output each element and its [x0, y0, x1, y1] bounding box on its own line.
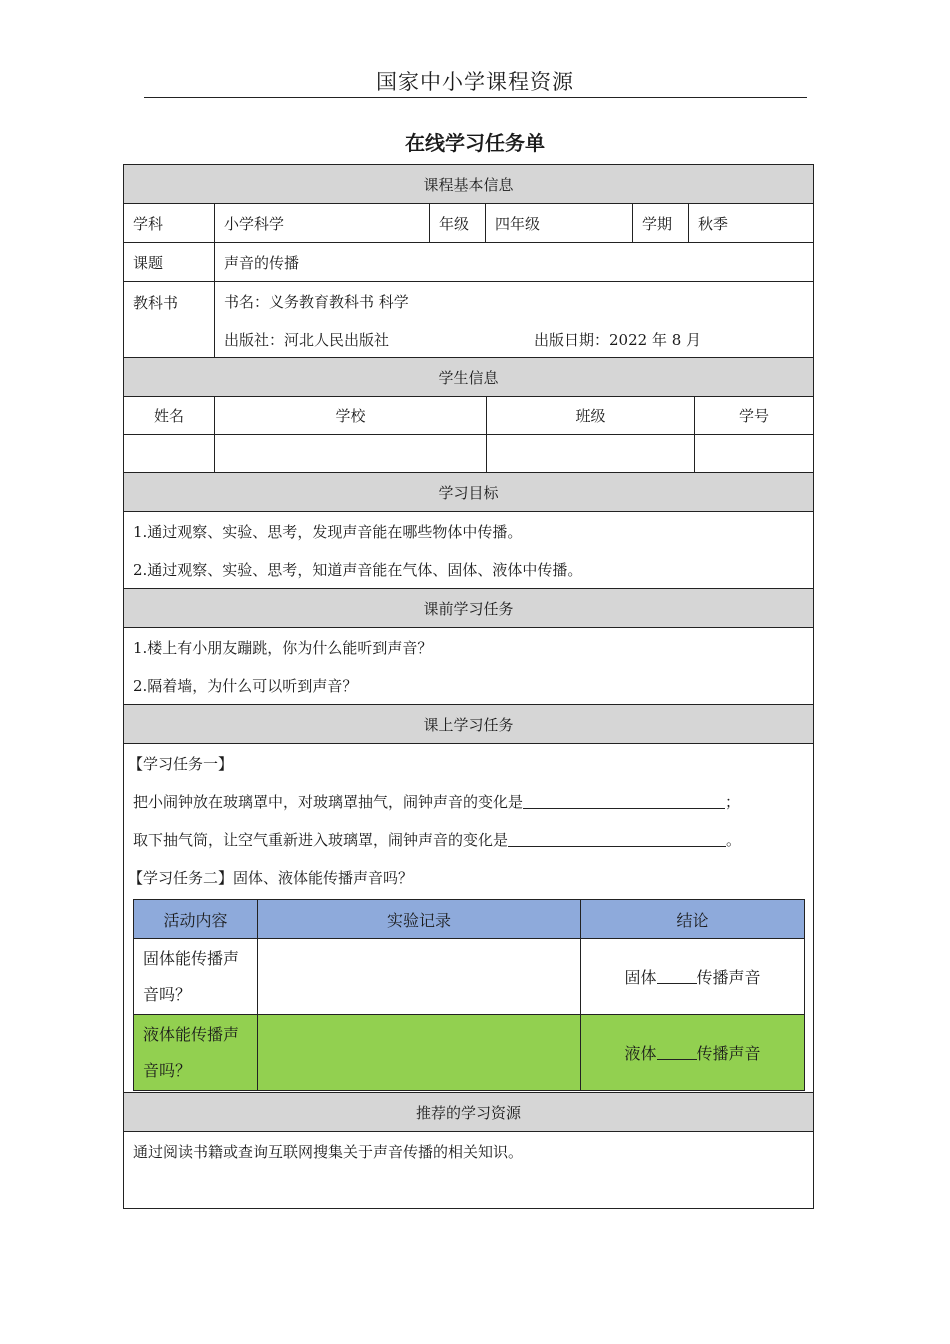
- conclusion-pre: 固体: [624, 968, 657, 987]
- subject-value: 小学科学: [215, 204, 430, 242]
- pre-tasks-content: [124, 628, 813, 705]
- task1-question2: [124, 820, 813, 858]
- activity-text: 音吗？: [143, 984, 192, 1004]
- conclusion-blank[interactable]: [657, 1045, 697, 1060]
- goal-item: 2.通过观察、实验、思考，知道声音能在气体、固体、液体中传播。: [133, 560, 583, 579]
- activity-text: 液体能传播声: [143, 1024, 240, 1044]
- task1-q1-text: 把小闹钟放在玻璃罩中，对玻璃罩抽气，闹钟声音的变化是: [133, 792, 524, 811]
- student-header-row: [124, 397, 813, 435]
- header-divider: [144, 97, 807, 98]
- experiment-row-liquid: [134, 1015, 804, 1090]
- header-record: 实验记录: [258, 900, 581, 938]
- task1-question1: [124, 782, 813, 820]
- conclusion-solid: [581, 939, 804, 1014]
- col-class: 班级: [487, 397, 695, 434]
- col-school: 学校: [215, 397, 487, 434]
- answer-blank[interactable]: [508, 832, 726, 847]
- topic-row: [124, 243, 813, 282]
- page-header: 国家中小学课程资源: [376, 70, 574, 94]
- record-solid-cell[interactable]: [258, 939, 581, 1014]
- task1-q2-text: 取下抽气筒，让空气重新进入玻璃罩，闹钟声音的变化是: [133, 830, 509, 849]
- activity-liquid: [134, 1015, 258, 1090]
- experiment-header-row: [134, 900, 804, 939]
- section-pre-tasks: 课前学习任务: [124, 589, 813, 628]
- answer-blank[interactable]: [523, 794, 725, 809]
- conclusion-liquid: [581, 1015, 804, 1090]
- resources-content: [124, 1132, 813, 1208]
- term-label: 学期: [633, 204, 689, 242]
- section-student-info: 学生信息: [124, 358, 813, 397]
- section-goals: 学习目标: [124, 473, 813, 512]
- grade-value: 四年级: [486, 204, 633, 242]
- book-name: 书名：义务教育教科书 科学: [224, 292, 409, 311]
- task1-q2-end: 。: [726, 830, 742, 849]
- task2-title: 【学习任务二】固体、液体能传播声音吗？: [128, 868, 414, 887]
- activity-solid: [134, 939, 258, 1014]
- student-id-input-cell[interactable]: [695, 435, 813, 472]
- class-tasks-content: [124, 744, 813, 1093]
- class-input-cell[interactable]: [487, 435, 695, 472]
- pre-task-item: 1.楼上有小朋友蹦跳，你为什么能听到声音？: [133, 638, 433, 657]
- pre-task-item: 2.隔着墙，为什么可以听到声音？: [133, 676, 358, 695]
- col-name: 姓名: [124, 397, 215, 434]
- col-student-id: 学号: [738, 407, 769, 425]
- term-value: 秋季: [698, 214, 729, 233]
- task1-title: 【学习任务一】: [128, 754, 234, 773]
- conclusion-post: 传播声音: [696, 1044, 761, 1063]
- conclusion-pre: 液体: [624, 1044, 657, 1063]
- textbook-label: 教科书: [124, 282, 215, 357]
- name-input-cell[interactable]: [124, 435, 215, 472]
- topic-label: 课题: [124, 243, 215, 281]
- experiment-table: [133, 899, 805, 1091]
- grade-label: 年级: [430, 204, 486, 242]
- goals-content: [124, 512, 813, 589]
- header-activity: 活动内容: [134, 900, 258, 938]
- section-resources: 推荐的学习资源: [124, 1093, 813, 1132]
- activity-text: 音吗？: [143, 1060, 192, 1080]
- activity-text: 固体能传播声: [143, 948, 240, 968]
- section-class-tasks: 课上学习任务: [124, 705, 813, 744]
- publish-date: 出版日期：2022 年 8 月: [534, 330, 702, 349]
- experiment-row-solid: [134, 939, 804, 1015]
- task1-q1-end: ；: [725, 792, 741, 811]
- subject-label: 学科: [124, 204, 215, 242]
- publisher-line: [224, 320, 813, 358]
- publisher: 出版社：河北人民出版社: [224, 330, 390, 349]
- conclusion-blank[interactable]: [657, 969, 697, 984]
- header-conclusion: 结论: [676, 910, 709, 930]
- task-sheet-table: [123, 164, 814, 1209]
- textbook-row: [124, 282, 813, 358]
- record-liquid-cell[interactable]: [258, 1015, 581, 1090]
- conclusion-post: 传播声音: [696, 968, 761, 987]
- student-input-row: [124, 435, 813, 473]
- resources-text: 通过阅读书籍或查询互联网搜集关于声音传播的相关知识。: [133, 1142, 524, 1161]
- goal-item: 1.通过观察、实验、思考，发现声音能在哪些物体中传播。: [133, 522, 523, 541]
- textbook-details: [215, 282, 813, 357]
- school-input-cell[interactable]: [215, 435, 487, 472]
- topic-value: 声音的传播: [224, 253, 300, 272]
- subject-row: [124, 204, 813, 243]
- section-course-info: 课程基本信息: [124, 165, 813, 204]
- document-title: 在线学习任务单: [405, 131, 545, 155]
